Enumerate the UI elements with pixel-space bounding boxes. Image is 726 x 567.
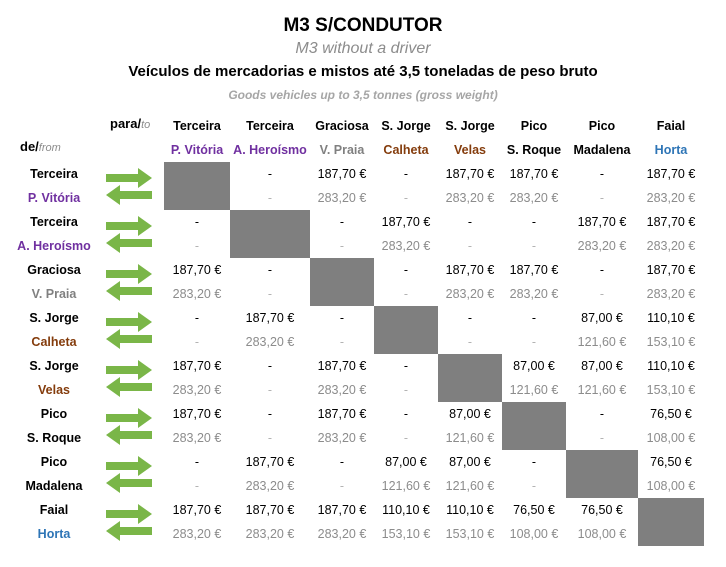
fare-one-way: - [467, 311, 473, 325]
arrow-cell [94, 210, 164, 258]
arrow-cell [94, 498, 164, 546]
column-island: Graciosa [315, 119, 369, 133]
fare-one-way: - [531, 311, 537, 325]
fare-one-way: 87,00 € [581, 311, 623, 325]
fare-one-way: 187,70 € [317, 167, 367, 181]
row-island: Terceira [30, 167, 78, 181]
table-row [14, 258, 704, 282]
fare-return: 121,60 € [445, 431, 495, 445]
fare-one-way: - [339, 215, 345, 229]
same-port-block [230, 210, 310, 258]
fare-return: 283,20 € [381, 239, 431, 253]
fare-one-way: 87,00 € [513, 359, 555, 373]
fare-one-way: - [339, 455, 345, 469]
row-port: P. Vitória [27, 191, 81, 205]
column-port: V. Praia [319, 143, 365, 157]
table-row [14, 498, 704, 522]
arrow-cell [94, 306, 164, 354]
row-port: Horta [37, 527, 71, 541]
fare-one-way: 187,70 € [317, 359, 367, 373]
fare-one-way: - [531, 215, 537, 229]
table-row [14, 306, 704, 330]
fare-return: - [403, 287, 409, 301]
bidirectional-arrows-icon [104, 262, 154, 302]
arrow-cell [94, 162, 164, 210]
fare-return: 283,20 € [646, 191, 696, 205]
arrow-cell [94, 402, 164, 450]
fare-one-way: 187,70 € [317, 503, 367, 517]
fare-one-way: 187,70 € [172, 407, 222, 421]
arrow-cell [94, 450, 164, 498]
row-port: Velas [38, 383, 70, 397]
fare-one-way: 187,70 € [245, 311, 295, 325]
fare-return: 283,20 € [577, 239, 627, 253]
fare-return: 153,10 € [445, 527, 495, 541]
fare-return: 283,20 € [317, 527, 367, 541]
fare-one-way: - [339, 311, 345, 325]
fare-one-way: - [267, 263, 273, 277]
column-port: Calheta [383, 143, 429, 157]
fare-one-way: 187,70 € [509, 263, 559, 277]
same-port-block [502, 402, 566, 450]
row-port: V. Praia [31, 287, 77, 301]
bidirectional-arrows-icon [104, 214, 154, 254]
fare-return: 153,10 € [381, 527, 431, 541]
to-label: para/to [110, 116, 151, 131]
fare-one-way: 110,10 € [647, 359, 695, 373]
fare-one-way: 187,70 € [577, 215, 627, 229]
fare-table [14, 114, 704, 546]
fare-one-way: 187,70 € [245, 503, 295, 517]
fare-return: 121,60 € [577, 383, 627, 397]
fare-one-way: 187,70 € [445, 263, 495, 277]
page-subtitle: M3 without a driver [295, 40, 431, 57]
fare-one-way: 187,70 € [445, 167, 495, 181]
column-island: Faial [656, 119, 686, 133]
table-row [14, 354, 704, 378]
same-port-block [310, 258, 374, 306]
fare-one-way: 76,50 € [581, 503, 623, 517]
same-port-block [566, 450, 638, 498]
fare-return: 283,20 € [646, 287, 696, 301]
fare-one-way: 87,00 € [581, 359, 623, 373]
row-island: S. Jorge [29, 359, 79, 373]
fare-one-way: 87,00 € [449, 455, 491, 469]
fare-return: - [267, 287, 273, 301]
column-port: S. Roque [506, 143, 562, 157]
column-port: A. Heroísmo [233, 143, 307, 157]
fare-one-way: - [267, 167, 273, 181]
fare-one-way: 187,70 € [172, 263, 222, 277]
fare-return: - [194, 239, 200, 253]
fare-one-way: - [403, 263, 409, 277]
row-island: S. Jorge [29, 311, 79, 325]
table-row [14, 402, 704, 426]
page-title: M3 S/CONDUTOR [283, 15, 443, 36]
fare-one-way: 187,70 € [646, 215, 696, 229]
fare-one-way: 187,70 € [172, 359, 222, 373]
bidirectional-arrows-icon [104, 406, 154, 446]
row-port: S. Roque [26, 431, 82, 445]
fare-one-way: - [194, 311, 200, 325]
fare-return: - [194, 335, 200, 349]
column-port: P. Vitória [170, 143, 224, 157]
fare-one-way: - [599, 263, 605, 277]
fare-return: - [599, 431, 605, 445]
fare-one-way: 187,70 € [646, 167, 696, 181]
fare-return: 283,20 € [245, 335, 295, 349]
fare-one-way: - [599, 167, 605, 181]
fare-one-way: - [403, 407, 409, 421]
fare-return: - [339, 239, 345, 253]
column-island: S. Jorge [381, 119, 431, 133]
fare-one-way: 110,10 € [446, 503, 494, 517]
fare-return: 283,20 € [445, 287, 495, 301]
fare-one-way: 187,70 € [317, 407, 367, 421]
fare-one-way: - [267, 359, 273, 373]
fare-one-way: - [403, 359, 409, 373]
table-heading: Veículos de mercadorias e mistos até 3,5 toneladas de peso bruto [128, 63, 598, 80]
fare-return: 283,20 € [245, 479, 295, 493]
fare-return: 108,00 € [646, 431, 696, 445]
table-row [14, 450, 704, 474]
fare-return: 283,20 € [317, 191, 367, 205]
table-row [14, 162, 704, 186]
column-island: S. Jorge [445, 119, 495, 133]
same-port-block [164, 162, 230, 210]
fare-return: - [403, 191, 409, 205]
row-port: Calheta [31, 335, 77, 349]
bidirectional-arrows-icon [104, 310, 154, 350]
row-island: Terceira [30, 215, 78, 229]
fare-one-way: 187,70 € [245, 455, 295, 469]
fare-one-way: 76,50 € [650, 455, 692, 469]
fare-one-way: - [467, 215, 473, 229]
fare-one-way: - [194, 455, 200, 469]
fare-return: - [403, 383, 409, 397]
fare-return: 121,60 € [577, 335, 627, 349]
fare-return: 283,20 € [509, 191, 559, 205]
fare-return: - [267, 191, 273, 205]
column-island: Pico [588, 119, 616, 133]
fare-one-way: 110,10 € [647, 311, 695, 325]
row-island: Pico [40, 455, 68, 469]
fare-one-way: 76,50 € [650, 407, 692, 421]
row-port: Madalena [25, 479, 83, 493]
fare-return: - [531, 335, 537, 349]
fare-return: - [403, 431, 409, 445]
fare-return: - [599, 287, 605, 301]
fare-return: 283,20 € [646, 239, 696, 253]
fare-one-way: - [599, 407, 605, 421]
fare-return: 283,20 € [172, 431, 222, 445]
fare-return: - [339, 335, 345, 349]
column-island: Pico [520, 119, 548, 133]
fare-return: 121,60 € [445, 479, 495, 493]
row-island: Graciosa [27, 263, 81, 277]
fare-return: - [194, 479, 200, 493]
fare-one-way: 87,00 € [449, 407, 491, 421]
fare-one-way: - [403, 167, 409, 181]
fare-return: 283,20 € [317, 383, 367, 397]
fare-return: 283,20 € [445, 191, 495, 205]
title-block [0, 14, 726, 105]
fare-return: 121,60 € [381, 479, 431, 493]
row-island: Faial [39, 503, 69, 517]
same-port-block [438, 354, 502, 402]
arrow-cell [94, 258, 164, 306]
fare-return: 283,20 € [172, 383, 222, 397]
fare-one-way: - [531, 455, 537, 469]
row-island: Pico [40, 407, 68, 421]
fare-one-way: 187,70 € [381, 215, 431, 229]
same-port-block [374, 306, 438, 354]
header-row-port [14, 138, 704, 162]
fare-return: - [531, 239, 537, 253]
fare-return: - [267, 383, 273, 397]
fare-return: 153,10 € [646, 383, 696, 397]
fare-return: - [467, 335, 473, 349]
from-label: de/from [20, 139, 61, 154]
fare-one-way: 187,70 € [509, 167, 559, 181]
column-island: Terceira [246, 119, 294, 133]
fare-one-way: 187,70 € [646, 263, 696, 277]
fare-return: 283,20 € [317, 431, 367, 445]
fare-return: 108,00 € [577, 527, 627, 541]
fare-one-way: 76,50 € [513, 503, 555, 517]
bidirectional-arrows-icon [104, 502, 154, 542]
table-row [14, 210, 704, 234]
fare-return: 108,00 € [646, 479, 696, 493]
fare-return: 283,20 € [509, 287, 559, 301]
arrow-cell [94, 354, 164, 402]
fare-one-way: - [267, 407, 273, 421]
row-port: A. Heroísmo [17, 239, 91, 253]
column-port: Madalena [573, 143, 631, 157]
fare-return: - [267, 431, 273, 445]
fare-return: - [339, 479, 345, 493]
fare-return: - [467, 239, 473, 253]
fare-return: 283,20 € [172, 287, 222, 301]
fare-return: 153,10 € [646, 335, 696, 349]
column-port: Velas [454, 143, 486, 157]
bidirectional-arrows-icon [104, 358, 154, 398]
fare-return: 121,60 € [509, 383, 559, 397]
column-island: Terceira [173, 119, 221, 133]
same-port-block [638, 498, 704, 546]
fare-return: 108,00 € [509, 527, 559, 541]
fare-return: - [599, 191, 605, 205]
fare-return: 283,20 € [245, 527, 295, 541]
fare-return: - [531, 479, 537, 493]
bidirectional-arrows-icon [104, 166, 154, 206]
fare-one-way: - [194, 215, 200, 229]
table-heading-en: Goods vehicles up to 3,5 tonnes (gross weight) [228, 88, 498, 102]
bidirectional-arrows-icon [104, 454, 154, 494]
fare-one-way: 187,70 € [172, 503, 222, 517]
fare-return: 283,20 € [172, 527, 222, 541]
fare-one-way: 110,10 € [382, 503, 430, 517]
fare-one-way: 87,00 € [385, 455, 427, 469]
column-port: Horta [654, 143, 688, 157]
